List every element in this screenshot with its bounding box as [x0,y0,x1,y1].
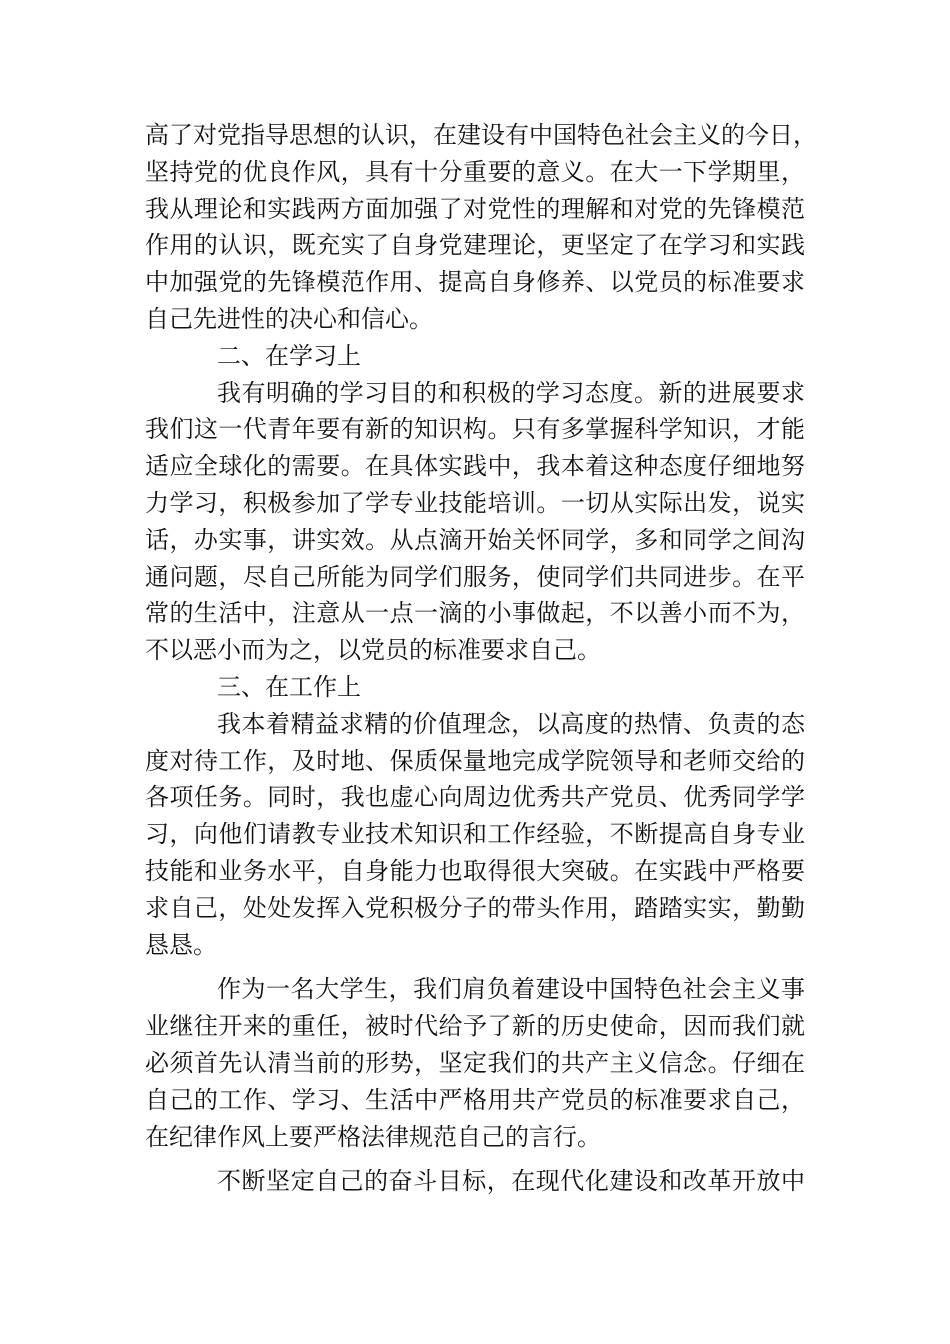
text-line: 求自己，处处发挥入党积极分子的带头作用，踏踏实实，勤勤 [145,893,805,922]
text-line: 自己先进性的决心和信心。 [145,304,433,333]
text-line: 力学习，积极参加了学专业技能培训。一切从实际出发，说实 [145,488,805,517]
text-line: 技能和业务水平，自身能力也取得很大突破。在实践中严格要 [145,856,805,885]
text-line: 在纪律作风上要严格法律规范自己的言行。 [145,1122,601,1151]
text-line: 各项任务。同时，我也虚心向周边优秀共产党员、优秀同学学 [145,783,805,812]
text-line: 坚持党的优良作风，具有十分重要的意义。在大一下学期里， [145,157,805,186]
section-heading-study: 二、在学习上 [217,341,361,370]
text-line: 我们这一代青年要有新的知识构。只有多掌握科学知识，才能 [145,415,805,444]
text-line: 不以恶小而为之，以党员的标准要求自己。 [145,636,601,665]
section-heading-work: 三、在工作上 [217,672,361,701]
text-line: 高了对党指导思想的认识，在建设有中国特色社会主义的今日， [145,121,817,149]
text-line: 我从理论和实践两方面加强了对党性的理解和对党的先锋模范 [145,194,805,223]
text-line: 我有明确的学习目的和积极的学习态度。新的进展要求 [217,378,805,407]
text-line: 中加强党的先锋模范作用、提高自身修养、以党员的标准要求 [145,268,805,297]
text-line: 度对待工作，及时地、保质保量地完成学院领导和老师交给的 [145,746,805,775]
text-line: 常的生活中，注意从一点一滴的小事做起，不以善小而不为， [145,599,805,628]
text-line: 自己的工作、学习、生活中严格用共产党员的标准要求自己， [145,1085,805,1114]
text-line: 我本着精益求精的价值理念，以高度的热情、负责的态 [217,709,805,738]
text-line: 恳恳。 [145,930,217,959]
text-line: 话，办实事，讲实效。从点滴开始关怀同学，多和同学之间沟 [145,525,805,554]
text-line: 业继往开来的重任，被时代给予了新的历史使命，因而我们就 [145,1012,805,1041]
text-line: 习，向他们请教专业技术知识和工作经验，不断提高自身专业 [145,820,805,849]
text-line: 必须首先认清当前的形势，坚定我们的共产主义信念。仔细在 [145,1048,805,1077]
text-line: 通问题，尽自己所能为同学们服务，使同学们共同进步。在平 [145,562,805,591]
text-line: 作用的认识，既充实了自身党建理论，更坚定了在学习和实践 [145,231,805,260]
document-text [145,117,817,1200]
text-line: 适应全球化的需要。在具体实践中，我本着这种态度仔细地努 [145,452,805,481]
text-line: 不断坚定自己的奋斗目标，在现代化建设和改革开放中 [217,1167,805,1196]
text-line: 作为一名大学生，我们肩负着建设中国特色社会主义事 [217,975,805,1004]
